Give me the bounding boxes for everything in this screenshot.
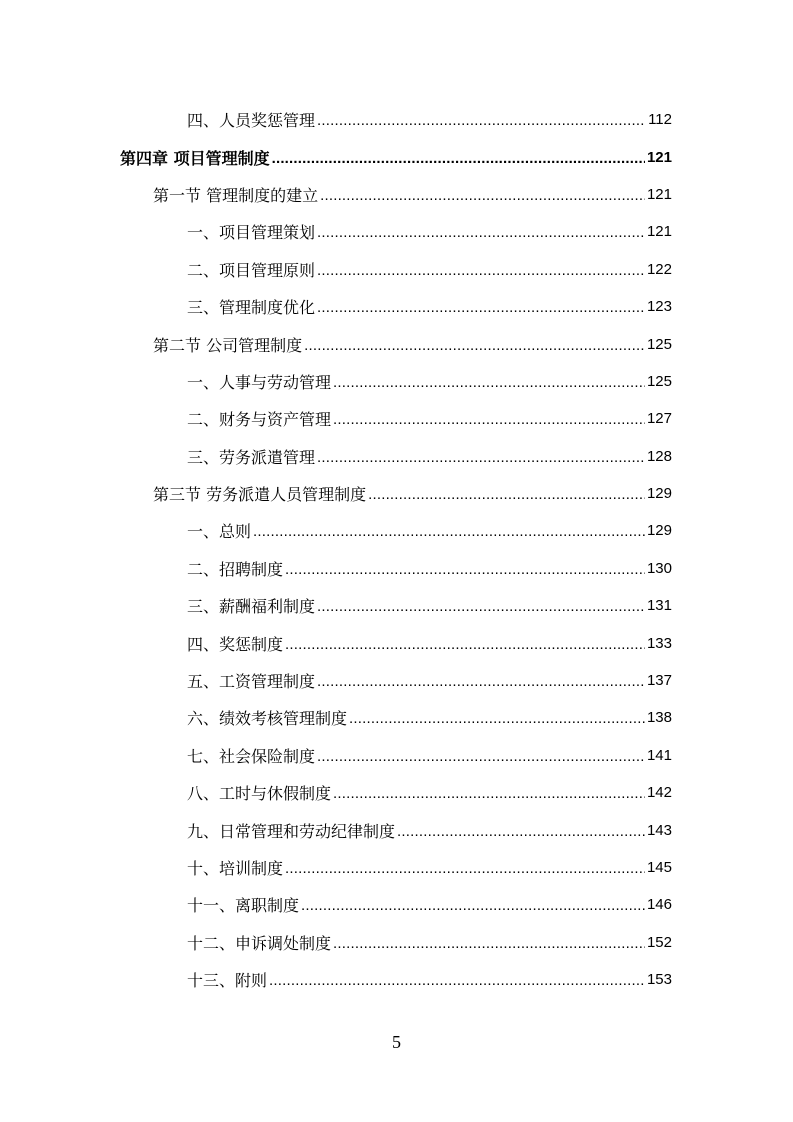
toc-entry-title: 十二、申诉调处制度: [187, 933, 332, 953]
toc-entry-title: 第四章 项目管理制度: [120, 148, 270, 168]
toc-dot-leader: [317, 449, 645, 466]
toc-entry-page-number: 121: [646, 185, 672, 203]
toc-subsection-entry[interactable]: [0, 363, 793, 400]
toc-entry-title: 四、奖惩制度: [187, 634, 284, 654]
toc-entry-page-number: 129: [646, 522, 672, 540]
toc-dot-leader: [333, 785, 645, 802]
toc-entry-page-number: 130: [646, 559, 672, 577]
toc-entry-page-number: 145: [646, 859, 672, 876]
toc-dot-leader: [304, 337, 645, 354]
toc-entry-page-number: 127: [646, 410, 672, 428]
toc-section-entry[interactable]: [0, 325, 793, 362]
toc-subsection-entry[interactable]: [0, 849, 793, 886]
toc-dot-leader: [397, 823, 645, 840]
toc-subsection-entry[interactable]: [0, 886, 793, 923]
toc-subsection-entry[interactable]: [0, 587, 793, 624]
toc-entry-title: 六、绩效考核管理制度: [187, 709, 348, 729]
toc-subsection-entry[interactable]: [0, 924, 793, 961]
table-of-contents: [0, 101, 793, 998]
toc-chapter-entry[interactable]: [0, 138, 793, 175]
toc-subsection-entry[interactable]: [0, 737, 793, 774]
toc-entry-title: 第三节 劳务派遣人员管理制度: [153, 485, 367, 505]
toc-subsection-entry[interactable]: [0, 811, 793, 848]
toc-entry-title: 一、人事与劳动管理: [187, 372, 332, 392]
toc-subsection-entry[interactable]: [0, 961, 793, 998]
toc-entry-page-number: 146: [646, 896, 672, 914]
toc-entry-title: 三、管理制度优化: [187, 298, 316, 318]
page-number: 5: [392, 1032, 401, 1052]
toc-entry-title: 九、日常管理和劳动纪律制度: [187, 821, 396, 841]
toc-subsection-entry[interactable]: [0, 662, 793, 699]
toc-entry-page-number: 122: [646, 260, 672, 278]
toc-subsection-entry[interactable]: [0, 400, 793, 437]
toc-entry-page-number: 128: [646, 447, 672, 465]
toc-dot-leader: [317, 748, 645, 765]
toc-dot-leader: [285, 860, 645, 877]
toc-entry-title: 五、工资管理制度: [187, 672, 316, 692]
toc-entry-title: 二、财务与资产管理: [187, 410, 332, 430]
toc-entry-title: 一、总则: [187, 522, 252, 542]
toc-dot-leader: [317, 598, 645, 615]
toc-subsection-entry[interactable]: [0, 438, 793, 475]
toc-entry-page-number: 142: [646, 784, 672, 802]
toc-entry-title: 第一节 管理制度的建立: [153, 185, 319, 205]
toc-section-entry[interactable]: [0, 176, 793, 213]
toc-dot-leader: [285, 636, 645, 653]
toc-entry-title: 第二节 公司管理制度: [153, 335, 303, 355]
toc-entry-page-number: 112: [648, 111, 672, 129]
toc-subsection-entry[interactable]: [0, 512, 793, 549]
toc-entry-page-number: 129: [646, 485, 672, 503]
toc-dot-leader: [368, 486, 645, 503]
toc-entry-title: 十、培训制度: [187, 859, 284, 878]
toc-dot-leader: [333, 374, 645, 391]
toc-dot-leader: [272, 150, 645, 167]
toc-entry-title: 三、薪酬福利制度: [187, 597, 316, 617]
toc-entry-page-number: 153: [646, 971, 672, 989]
toc-section-entry[interactable]: [0, 475, 793, 512]
toc-entry-title: 二、招聘制度: [187, 559, 284, 579]
toc-entry-page-number: 123: [646, 298, 672, 316]
toc-entry-page-number: 137: [646, 672, 672, 690]
toc-dot-leader: [317, 673, 645, 690]
toc-entry-page-number: 141: [646, 746, 672, 764]
toc-dot-leader: [349, 710, 645, 727]
toc-entry-page-number: 121: [646, 223, 672, 241]
toc-entry-page-number: 143: [646, 821, 672, 839]
toc-dot-leader: [301, 897, 645, 914]
toc-dot-leader: [317, 262, 645, 279]
toc-entry-title: 四、人员奖惩管理: [187, 111, 316, 131]
toc-entry-page-number: 131: [646, 597, 672, 615]
toc-entry-title: 七、社会保险制度: [187, 746, 316, 766]
toc-dot-leader: [285, 561, 645, 578]
toc-entry-title: 十三、附则: [187, 971, 268, 991]
toc-entry-title: 十一、离职制度: [187, 896, 300, 916]
toc-dot-leader: [269, 972, 645, 989]
toc-subsection-entry[interactable]: [0, 550, 793, 587]
toc-subsection-entry[interactable]: [0, 699, 793, 736]
toc-entry-page-number: 138: [646, 709, 672, 727]
toc-dot-leader: [333, 935, 645, 952]
toc-subsection-entry[interactable]: [0, 213, 793, 250]
toc-entry-page-number: 133: [646, 634, 672, 652]
toc-dot-leader: [333, 411, 645, 428]
toc-dot-leader: [317, 112, 646, 129]
toc-subsection-entry[interactable]: [0, 288, 793, 325]
toc-entry-page-number: 125: [646, 372, 672, 390]
toc-entry-page-number: 125: [646, 335, 672, 353]
toc-subsection-entry[interactable]: [0, 774, 793, 811]
toc-subsection-entry[interactable]: [0, 251, 793, 288]
toc-subsection-entry[interactable]: [0, 101, 793, 138]
toc-dot-leader: [320, 187, 645, 204]
toc-entry-title: 二、项目管理原则: [187, 260, 316, 280]
toc-entry-title: 八、工时与休假制度: [187, 784, 332, 804]
toc-dot-leader: [317, 224, 645, 241]
toc-subsection-entry[interactable]: [0, 624, 793, 661]
toc-dot-leader: [253, 523, 645, 540]
toc-dot-leader: [317, 299, 645, 316]
toc-entry-page-number: 152: [646, 933, 672, 951]
toc-entry-page-number: 121: [646, 148, 672, 166]
toc-entry-title: 三、劳务派遣管理: [187, 447, 316, 467]
toc-entry-title: 一、项目管理策划: [187, 223, 316, 243]
